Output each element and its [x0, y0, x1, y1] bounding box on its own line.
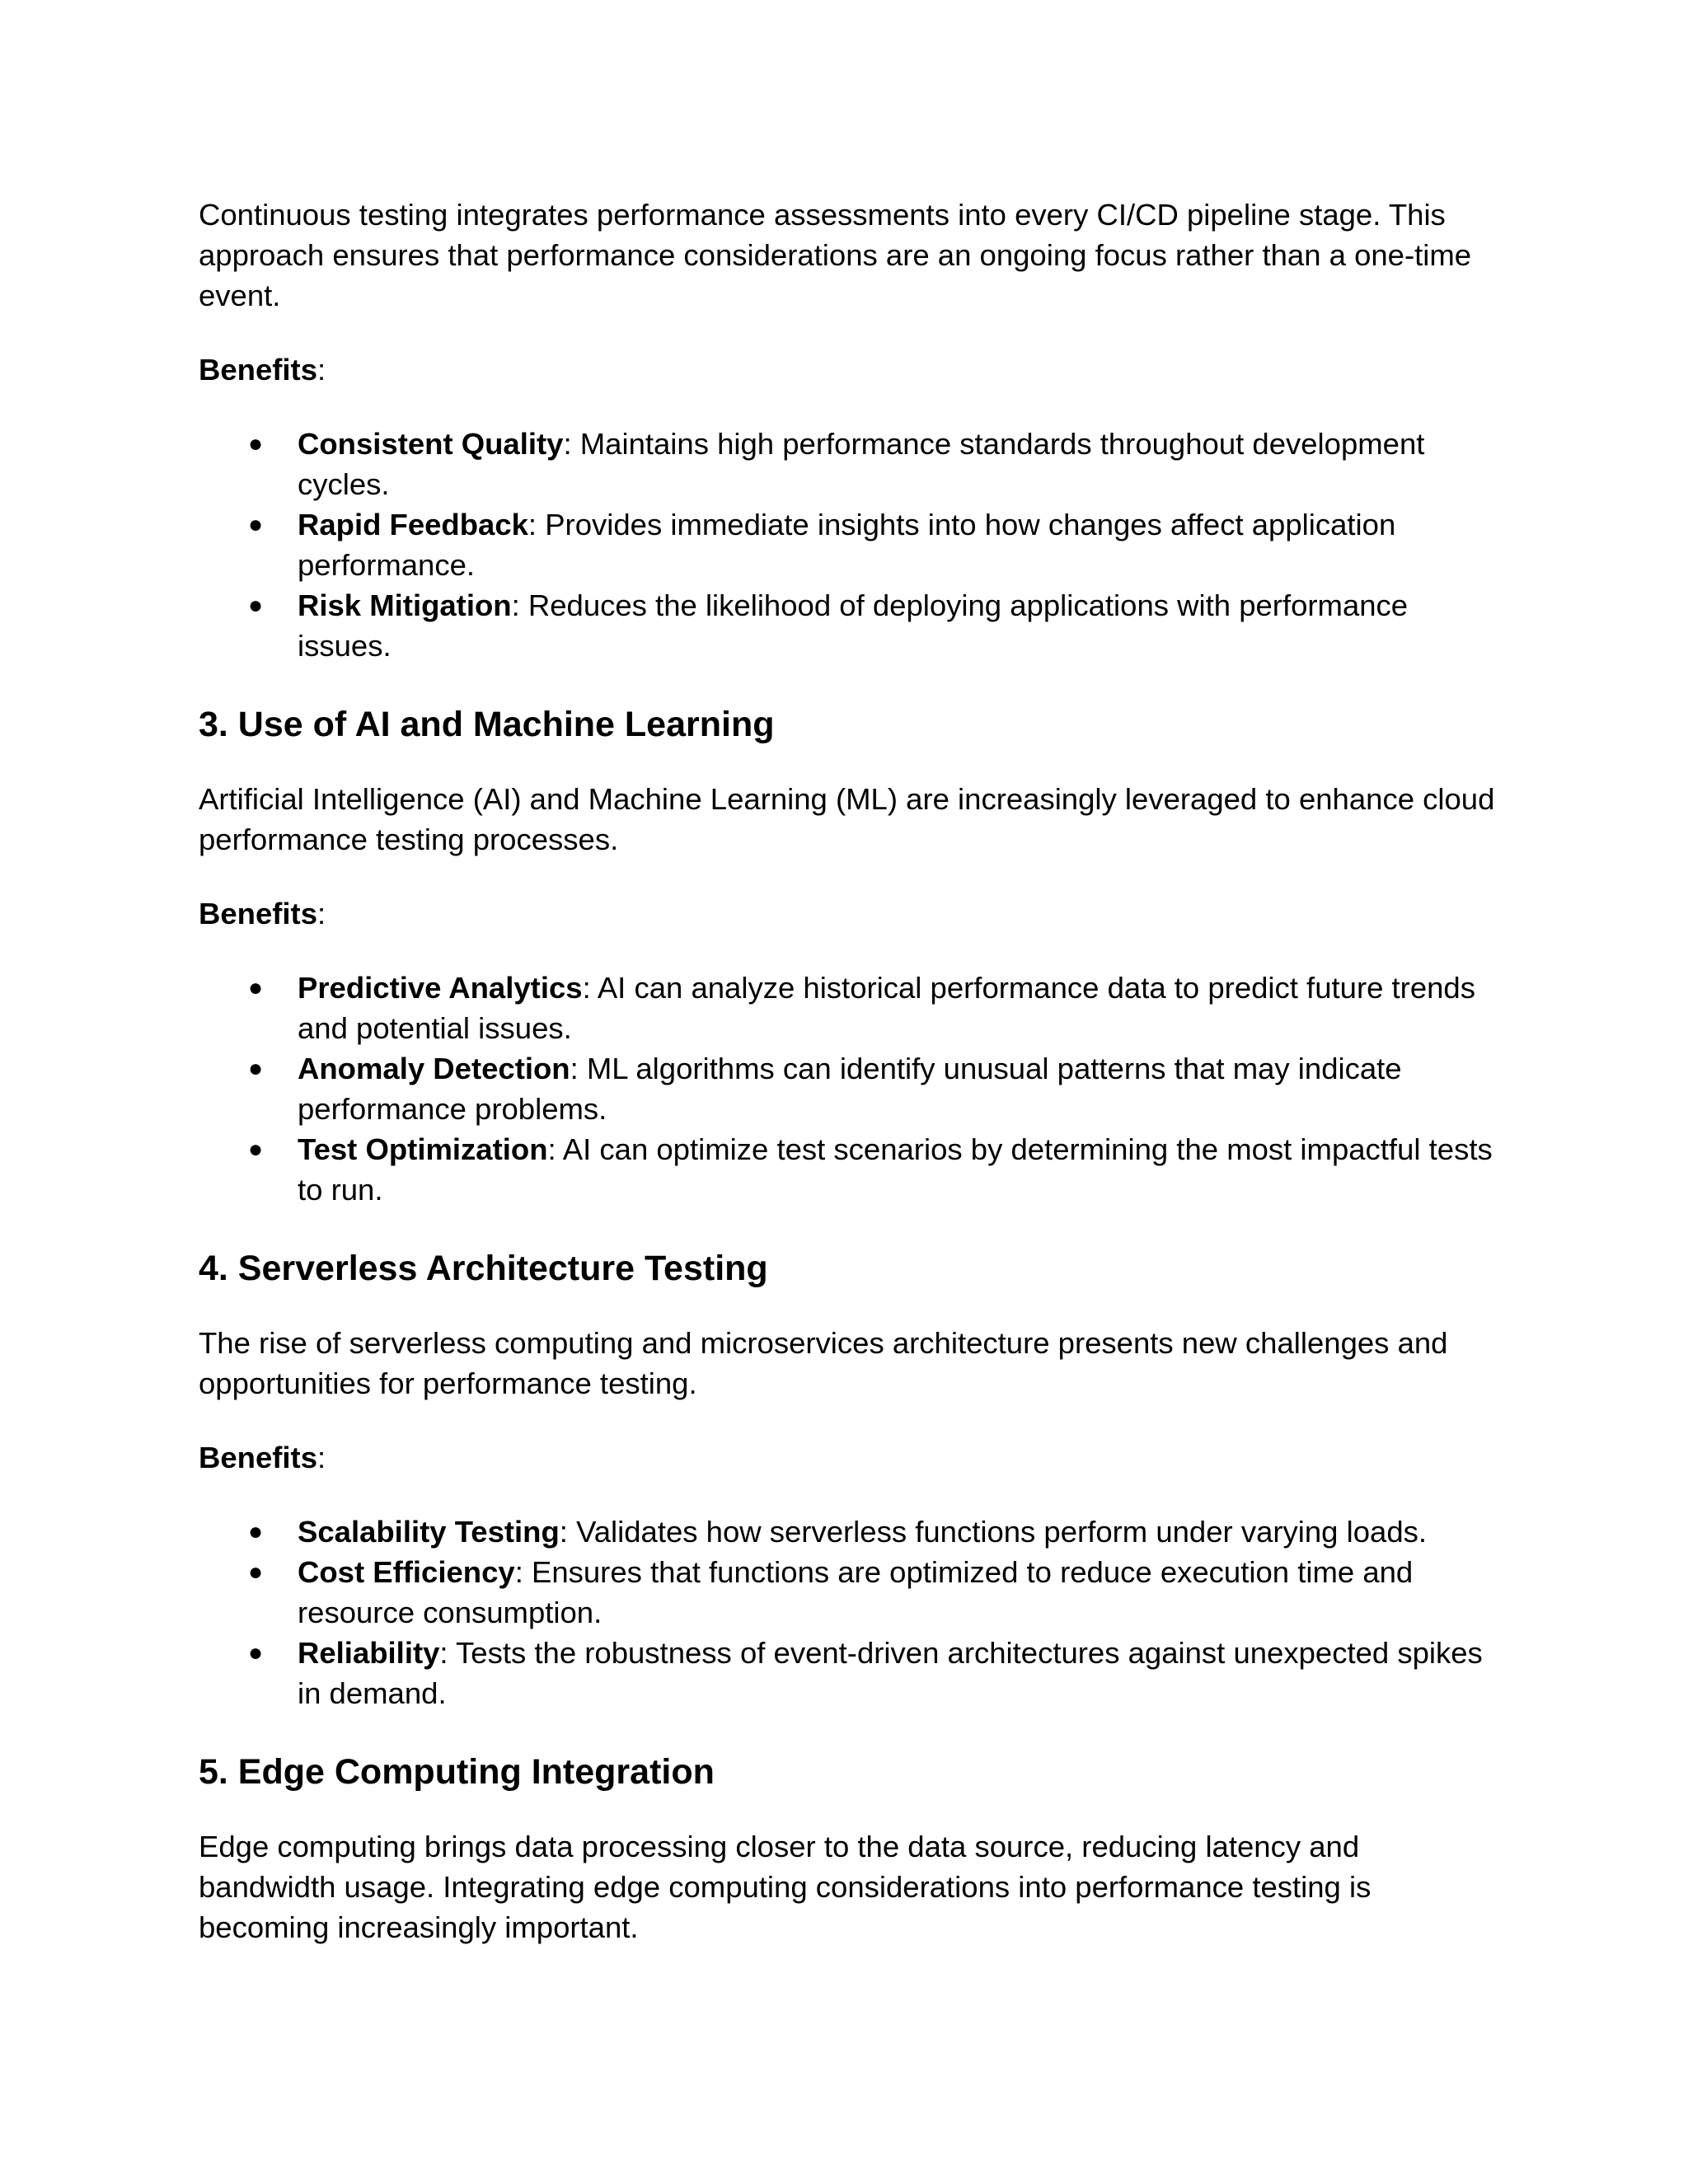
section-heading: 5. Edge Computing Integration — [199, 1752, 715, 1792]
bullet-icon: ● — [248, 974, 264, 1001]
list-item: ● Rapid Feedback: Provides immediate insights into how changes affect application performance. — [199, 504, 1501, 585]
benefits-label: Benefits: — [199, 897, 326, 930]
list-item: ● Anomaly Detection: ML algorithms can identify unusual patterns that may indicate performance problems. — [199, 1048, 1501, 1129]
list-item: ● Reliability: Tests the robustness of event-driven architectures against unexpected spikes in demand. — [199, 1633, 1501, 1713]
benefits-list — [199, 968, 1501, 1210]
bullet-icon: ● — [248, 1518, 264, 1545]
bullet-icon: ● — [248, 1639, 264, 1666]
list-item: ● Predictive Analytics: AI can analyze historical performance data to predict future trends and potential issues. — [199, 968, 1501, 1048]
section-paragraph: The rise of serverless computing and microservices architecture presents new challenges and opportunities for performance testing. — [199, 1326, 1448, 1400]
benefits-label: Benefits: — [199, 353, 326, 387]
bullet-icon: ● — [248, 1136, 264, 1163]
bullet-icon: ● — [248, 1055, 264, 1082]
list-item: ● Cost Efficiency: Ensures that functions are optimized to reduce execution time and resource consumption. — [199, 1552, 1501, 1633]
section-paragraph: Artificial Intelligence (AI) and Machine Learning (ML) are increasingly leveraged to enhance cloud performance testing processes. — [199, 782, 1495, 856]
bullet-icon: ● — [248, 592, 264, 619]
benefits-list — [199, 1511, 1501, 1713]
document-page — [199, 194, 1501, 1947]
list-item: ● Test Optimization: AI can optimize test scenarios by determining the most impactful tests to run. — [199, 1129, 1501, 1210]
list-item: ● Risk Mitigation: Reduces the likelihood of deploying applications with performance issues. — [199, 585, 1501, 666]
list-item: ● Scalability Testing: Validates how serverless functions perform under varying loads. — [199, 1511, 1501, 1552]
bullet-icon: ● — [248, 1558, 264, 1586]
list-item: ● Consistent Quality: Maintains high performance standards throughout development cycles. — [199, 424, 1501, 504]
intro-paragraph: Continuous testing integrates performance assessments into every CI/CD pipeline stage. This approach ensures that performance considerations are an ongoing focus rather than a one-time event. — [199, 198, 1472, 312]
bullet-icon: ● — [248, 430, 264, 457]
benefits-list — [199, 424, 1501, 666]
section-paragraph: Edge computing brings data processing closer to the data source, reducing latency and bandwidth usage. Integrating edge computing considerations into performance testing is becoming increasingly important. — [199, 1830, 1372, 1944]
section-heading: 4. Serverless Architecture Testing — [199, 1249, 768, 1288]
benefits-label: Benefits: — [199, 1441, 326, 1474]
bullet-icon: ● — [248, 511, 264, 538]
section-heading: 3. Use of AI and Machine Learning — [199, 705, 775, 744]
